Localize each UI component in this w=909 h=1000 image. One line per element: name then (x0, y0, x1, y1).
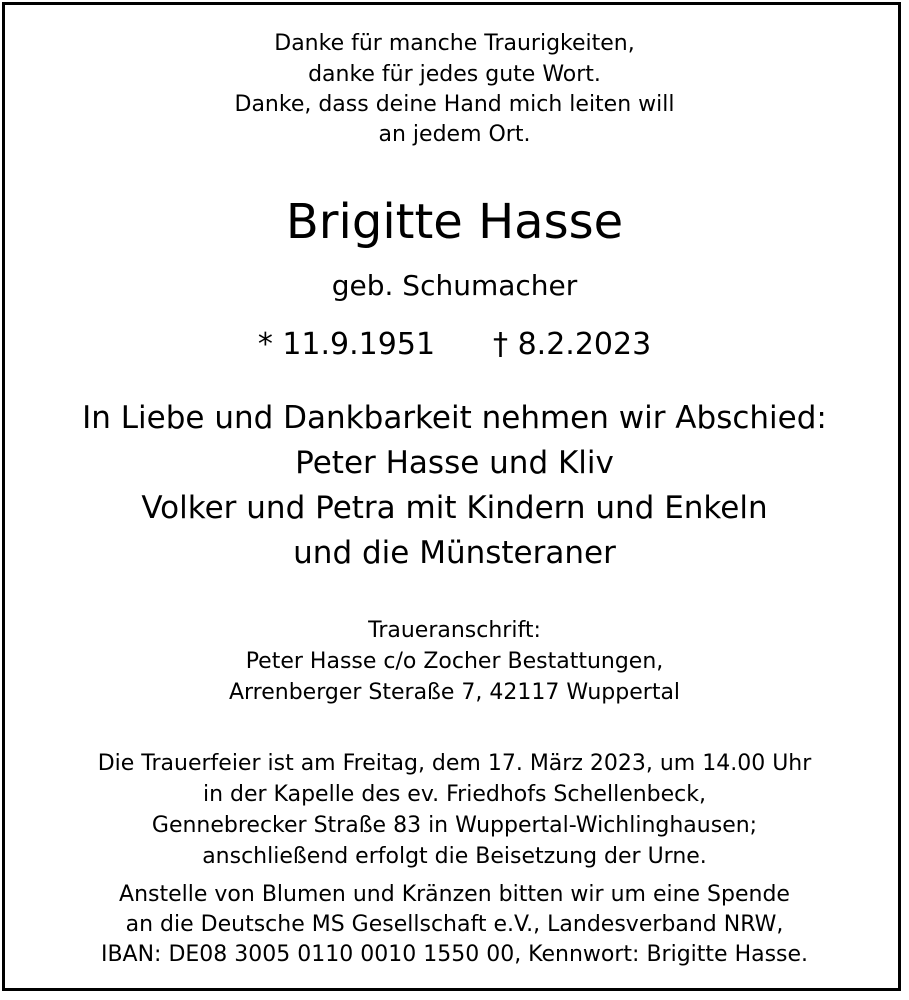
donation-line: Anstelle von Blumen und Kränzen bitten wir um eine Spende (119, 882, 790, 907)
poem-line: Danke, dass deine Hand mich leiten will (234, 92, 675, 117)
address-line: Peter Hasse c/o Zocher Bestattungen, (245, 649, 664, 674)
deceased-name: Brigitte Hasse (285, 194, 624, 250)
ceremony-line: anschließend erfolgt die Beisetzung der Urne. (202, 844, 707, 869)
mourner-line: und die Münsteraner (293, 535, 616, 571)
poem-line: danke für jedes gute Wort. (308, 62, 601, 87)
poem-line: Danke für manche Traurigkeiten, (274, 31, 635, 56)
ceremony-line: Die Trauerfeier ist am Freitag, dem 17. März 2023, um 14.00 Uhr (97, 751, 812, 776)
ceremony-line: in der Kapelle des ev. Friedhofs Schellenbeck, (202, 782, 707, 807)
address-label: Traueranschrift: (368, 618, 541, 643)
mourner-line: Volker und Petra mit Kindern und Enkeln (141, 490, 768, 526)
birth-date: * 11.9.1951 (257, 327, 436, 362)
poem-line: an jedem Ort. (378, 122, 531, 147)
mourner-line: Peter Hasse und Kliv (295, 445, 614, 481)
donation-line: IBAN: DE08 3005 0110 0010 1550 00, Kennwort: Brigitte Hasse. (100, 942, 809, 967)
farewell-line: In Liebe und Dankbarkeit nehmen wir Abschied: (82, 400, 827, 436)
maiden-name: geb. Schumacher (331, 269, 578, 302)
donation-line: an die Deutsche MS Gesellschaft e.V., Landesverband NRW, (125, 912, 784, 937)
life-dates (0, 327, 909, 362)
ceremony-line: Gennebrecker Straße 83 in Wuppertal-Wichlinghausen; (151, 813, 758, 838)
death-date: † 8.2.2023 (493, 327, 652, 362)
address-line: Arrenberger Steraße 7, 42117 Wuppertal (228, 680, 681, 705)
